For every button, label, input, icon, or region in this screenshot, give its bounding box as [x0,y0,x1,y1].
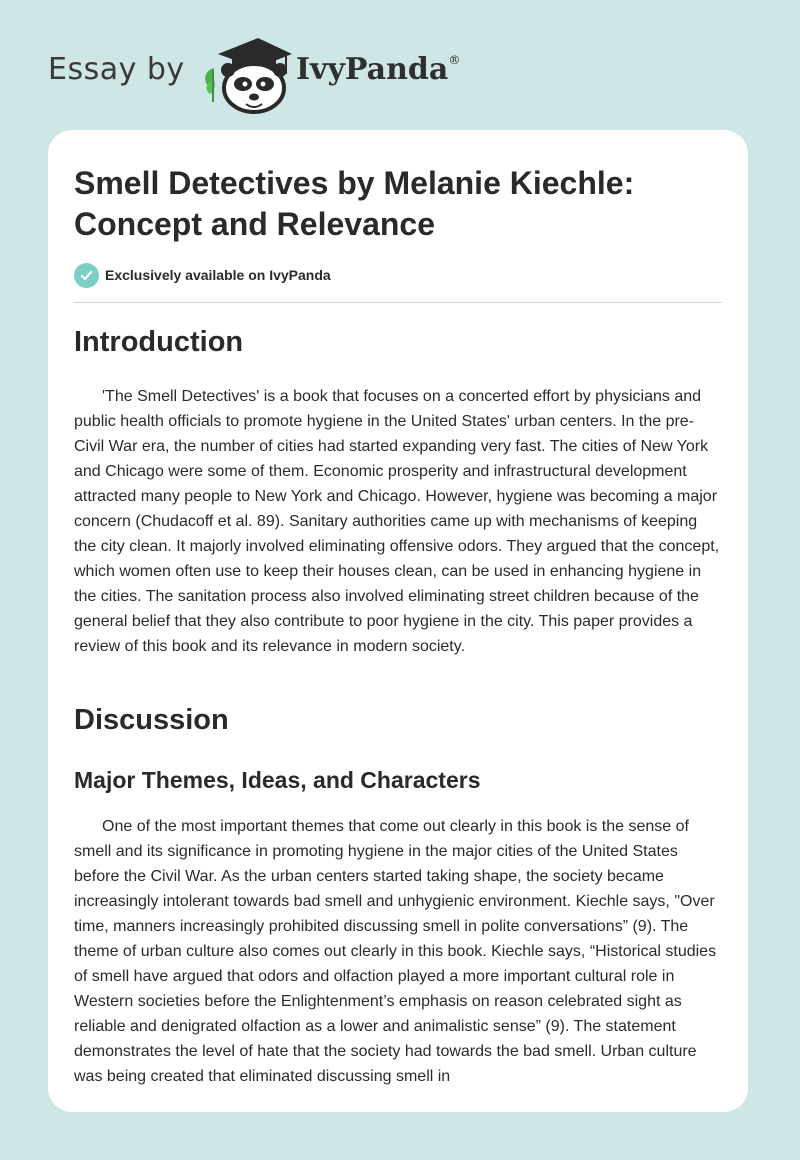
exclusive-badge [74,262,331,288]
themes-subheading: Major Themes, Ideas, and Characters [74,767,481,793]
article-card [48,130,748,1112]
brand-name: IvyPanda® [296,52,461,87]
introduction-paragraph: 'The Smell Detectives' is a book that focuses on a concerted effort by physicians and public health officials to promote hygiene in the United States' urban centers. In the pre-Civil War era, the number of cities had started expanding very fast. The cities of New York and Chicago were some of them. Economic prosperity and infrastructural development attracted many people to New York and Chicago. However, hygiene was becoming a major concern (Chudacoff et al. 89). Sanitary authorities came up with mechanisms of keeping the city clean. It majorly involved eliminating offensive odors. They argued that the concept, which women often use to keep their houses clean, can be used in enhancing hygiene in the cities. The sanitation process also involved eliminating street children because of the general belief that they also contribute to poor hygiene in the city. This paper provides a review of this book and its relevance in modern society. [74,388,720,655]
divider [74,302,722,303]
checkmark-icon [74,263,99,288]
essay-by-label: Essay by [48,52,185,87]
discussion-heading: Discussion [74,704,229,736]
introduction-heading: Introduction [74,326,244,358]
panda-logo-icon [200,34,292,114]
site-header [48,34,548,114]
page-title: Smell Detectives by Melanie Kiechle: Concept and Relevance [74,165,635,242]
themes-paragraph: One of the most important themes that come out clearly in this book is the sense of smell and its significance in promoting hygiene in the major cities of the United States before the Civil War. As the urban centers started taking shape, the society became increasingly intolerant towards bad smell and unhygienic environment. Kiechle says, "Over time, manners increasingly prohibited discussing smell in polite conversations” (9). The theme of urban culture also comes out clearly in this book. Kiechle says, “Historical studies of smell have argued that odors and olfaction played a more important cultural role in Western societies before the Enlightenment’s emphasis on reason celebrated sight as reliable and denigrated olfaction as a lower and animalistic sense” (9). The statement demonstrates the level of hate that the society had towards the bad smell. Urban culture was being created that eliminated discussing smell in [74,818,717,1085]
badge-label: Exclusively available on IvyPanda [105,267,331,283]
